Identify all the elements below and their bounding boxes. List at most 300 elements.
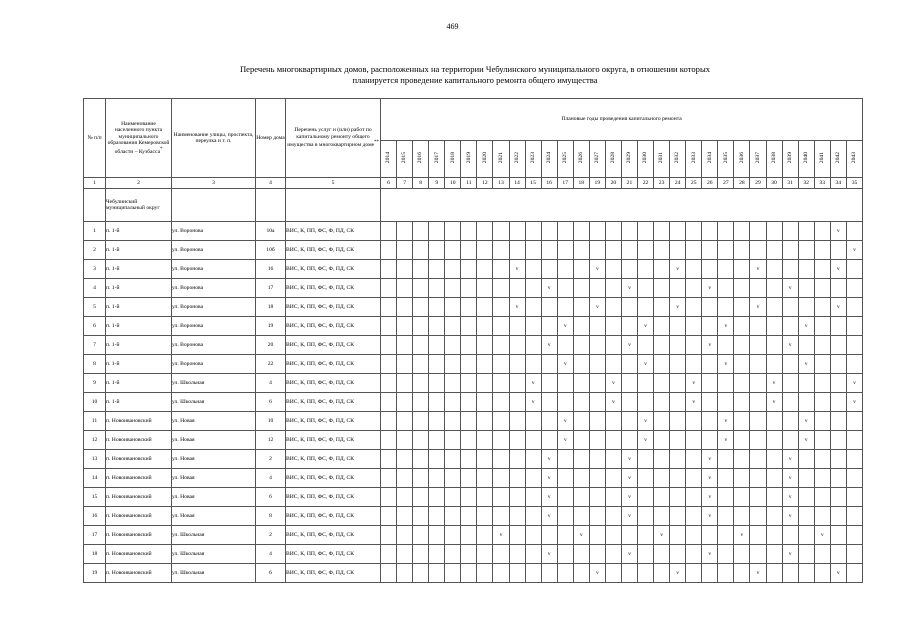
year-cell [461,450,477,469]
repair-mark: v [541,336,557,355]
year-cell [605,564,621,583]
year-cell [654,564,670,583]
year-cell [525,545,541,564]
year-cell [670,355,686,374]
year-cell [573,317,589,336]
repair-mark: v [525,393,541,412]
repair-mark: v [798,431,814,450]
row-street: ул. Новая [172,431,256,450]
year-cell [621,564,637,583]
year-cell [397,564,413,583]
year-cell [654,507,670,526]
year-cell [461,336,477,355]
year-cell [846,412,862,431]
year-cell [846,336,862,355]
repair-mark: v [846,374,862,393]
repair-mark: v [621,507,637,526]
row-street: ул. Новая [172,507,256,526]
repair-mark: v [830,564,846,583]
year-cell [381,488,397,507]
year-cell [686,526,702,545]
year-cell [670,336,686,355]
year-cell [381,355,397,374]
year-cell [766,469,782,488]
year-cell [686,450,702,469]
year-cell [397,412,413,431]
year-cell [541,222,557,241]
year-cell [477,507,493,526]
year-cell [734,393,750,412]
repair-mark: v [541,450,557,469]
header-services: Перечень услуг и (или) работ по капитальному ремонту общего имущества в многоквартирном доме** [286,99,381,178]
year-cell [621,393,637,412]
repair-mark: v [670,564,686,583]
year-header: 2015 [397,140,413,177]
year-cell [621,374,637,393]
year-cell [461,431,477,450]
year-cell [557,279,573,298]
year-cell [573,260,589,279]
year-cell [734,355,750,374]
year-cell [557,469,573,488]
year-cell [461,298,477,317]
repair-mark: v [782,488,798,507]
row-locality: п. Новоивановский [106,545,172,564]
year-cell [798,298,814,317]
year-cell [766,222,782,241]
row-house: 8 [256,507,286,526]
row-services: ВИС, К, ПП, ФС, Ф, ПД, СК [286,393,381,412]
year-cell [573,545,589,564]
year-cell [702,355,718,374]
year-cell [766,279,782,298]
year-cell [493,412,509,431]
column-number: 1 [84,178,106,189]
year-cell [686,317,702,336]
row-street: ул. Новая [172,450,256,469]
row-house: 10 [256,412,286,431]
year-cell [381,469,397,488]
year-cell [782,241,798,260]
year-cell [766,241,782,260]
row-street: ул. Воронова [172,260,256,279]
year-cell [814,279,830,298]
year-cell [509,545,525,564]
repair-mark: v [718,412,734,431]
year-cell [477,393,493,412]
year-cell [638,374,654,393]
row-number: 8 [84,355,106,374]
row-house: 18 [256,298,286,317]
repair-mark: v [702,336,718,355]
year-cell [814,545,830,564]
repair-mark: v [702,279,718,298]
year-cell [638,545,654,564]
row-services: ВИС, К, ПП, ФС, Ф, ПД, СК [286,317,381,336]
year-cell [734,222,750,241]
year-cell [525,431,541,450]
year-header: 2039 [782,140,798,177]
year-cell [766,431,782,450]
repair-mark: v [782,279,798,298]
year-cell [573,450,589,469]
year-cell [413,412,429,431]
table-row [84,507,863,526]
year-cell [429,222,445,241]
repair-mark: v [782,450,798,469]
year-cell [798,222,814,241]
year-cell [557,564,573,583]
row-locality: п. Новоивановский [106,507,172,526]
year-cell [397,431,413,450]
year-cell [686,241,702,260]
row-street: ул. Воронова [172,298,256,317]
row-street: ул. Воронова [172,279,256,298]
year-cell [798,564,814,583]
header-house: Номер дома [256,99,286,178]
row-street: ул. Воронова [172,241,256,260]
year-cell [477,336,493,355]
year-cell [509,374,525,393]
year-cell [573,222,589,241]
repair-mark: v [702,545,718,564]
year-cell [654,393,670,412]
year-cell [670,393,686,412]
column-number: 17 [557,178,573,189]
header-num: № п/п [84,99,106,178]
year-cell [766,336,782,355]
year-cell [798,241,814,260]
year-cell [686,431,702,450]
repair-mark: v [573,526,589,545]
row-locality: п. Новоивановский [106,526,172,545]
row-services: ВИС, К, ПП, ФС, Ф, ПД, СК [286,564,381,583]
year-cell [702,412,718,431]
year-cell [670,374,686,393]
repair-mark: v [798,355,814,374]
year-cell [670,279,686,298]
year-cell [782,355,798,374]
year-cell [445,317,461,336]
year-cell [477,526,493,545]
year-cell [750,526,766,545]
year-cell [493,450,509,469]
year-cell [814,469,830,488]
year-cell [429,526,445,545]
repair-mark: v [557,431,573,450]
year-cell [493,298,509,317]
year-cell [445,374,461,393]
row-street: ул. Школьная [172,545,256,564]
column-number: 19 [589,178,605,189]
year-cell [638,336,654,355]
year-cell [589,450,605,469]
repair-mark: v [686,374,702,393]
year-cell [573,336,589,355]
row-services: ВИС, К, ПП, ФС, Ф, ПД, СК [286,222,381,241]
repair-mark: v [830,222,846,241]
year-cell [605,336,621,355]
row-house: 22 [256,355,286,374]
repair-mark: v [718,431,734,450]
year-cell [814,488,830,507]
repair-mark: v [782,545,798,564]
year-header: 2020 [477,140,493,177]
year-cell [686,469,702,488]
year-cell [846,450,862,469]
column-number: 23 [654,178,670,189]
year-cell [846,355,862,374]
year-cell [445,507,461,526]
year-cell [429,488,445,507]
column-number: 5 [286,178,381,189]
year-cell [846,431,862,450]
year-cell [846,507,862,526]
year-cell [525,260,541,279]
year-cell [654,222,670,241]
year-cell [525,469,541,488]
repair-mark: v [718,355,734,374]
year-cell [461,412,477,431]
year-cell [509,412,525,431]
row-locality: п. Новоивановский [106,488,172,507]
year-cell [718,222,734,241]
repair-mark: v [509,260,525,279]
year-cell [493,431,509,450]
year-cell [846,526,862,545]
year-cell [445,526,461,545]
year-cell [605,469,621,488]
year-cell [814,222,830,241]
year-cell [605,279,621,298]
year-cell [814,336,830,355]
year-cell [557,336,573,355]
year-cell [702,298,718,317]
year-cell [638,450,654,469]
year-cell [718,298,734,317]
year-cell [734,241,750,260]
year-cell [381,450,397,469]
year-cell [782,298,798,317]
year-cell [830,241,846,260]
year-cell [461,374,477,393]
year-cell [477,260,493,279]
table-row [84,355,863,374]
year-cell [413,545,429,564]
year-cell [573,279,589,298]
year-cell [750,279,766,298]
table-row [84,488,863,507]
year-cell [541,393,557,412]
year-cell [413,241,429,260]
column-number: 35 [846,178,862,189]
repair-mark: v [557,317,573,336]
year-cell [445,431,461,450]
year-cell [798,507,814,526]
year-cell [381,526,397,545]
year-cell [589,317,605,336]
year-cell [525,279,541,298]
year-cell [557,450,573,469]
year-cell [445,355,461,374]
repair-mark: v [670,298,686,317]
year-header: 2030 [638,140,654,177]
year-cell [381,336,397,355]
year-cell [686,298,702,317]
year-cell [525,526,541,545]
year-cell [846,298,862,317]
year-header: 2019 [461,140,477,177]
row-house: 10а [256,222,286,241]
column-number: 9 [429,178,445,189]
year-cell [798,545,814,564]
year-cell [605,355,621,374]
year-cell [461,564,477,583]
row-services: ВИС, К, ПП, ФС, Ф, ПД, СК [286,450,381,469]
year-cell [509,488,525,507]
row-street: ул. Новая [172,412,256,431]
column-number: 32 [798,178,814,189]
year-cell [445,222,461,241]
year-cell [381,412,397,431]
year-cell [477,222,493,241]
year-cell [654,545,670,564]
year-cell [525,317,541,336]
year-cell [621,412,637,431]
year-cell [461,279,477,298]
year-cell [541,431,557,450]
year-cell [429,260,445,279]
repair-mark: v [766,374,782,393]
year-cell [413,393,429,412]
year-cell [557,507,573,526]
year-cell [766,260,782,279]
year-cell [654,488,670,507]
year-cell [413,526,429,545]
year-cell [477,374,493,393]
year-cell [461,469,477,488]
year-cell [782,317,798,336]
year-cell [638,526,654,545]
year-cell [413,488,429,507]
year-cell [381,564,397,583]
year-cell [621,431,637,450]
year-cell [718,279,734,298]
row-house: 2 [256,526,286,545]
year-cell [397,260,413,279]
column-number: 25 [686,178,702,189]
year-cell [397,526,413,545]
year-cell [718,507,734,526]
year-cell [445,564,461,583]
row-house: 4 [256,545,286,564]
year-cell [509,469,525,488]
row-locality: п. 1-й [106,317,172,336]
header-planned-years: Плановые годы проведения капитального ремонта [381,99,863,141]
row-number: 16 [84,507,106,526]
year-cell [413,374,429,393]
repair-mark: v [686,393,702,412]
year-cell [718,336,734,355]
repair-mark: v [702,507,718,526]
repair-mark: v [670,260,686,279]
column-number: 29 [750,178,766,189]
year-cell [605,317,621,336]
year-cell [429,469,445,488]
year-cell [654,374,670,393]
row-services: ВИС, К, ПП, ФС, Ф, ПД, СК [286,279,381,298]
year-cell [461,507,477,526]
repair-mark: v [750,564,766,583]
year-cell [589,336,605,355]
column-number: 15 [525,178,541,189]
year-cell [686,222,702,241]
year-cell [493,488,509,507]
year-cell [397,545,413,564]
year-cell [702,374,718,393]
year-cell [830,507,846,526]
repair-mark: v [766,393,782,412]
year-cell [750,488,766,507]
year-cell [814,241,830,260]
year-cell [397,507,413,526]
table-row [84,260,863,279]
year-cell [429,431,445,450]
year-cell [445,488,461,507]
row-number: 19 [84,564,106,583]
year-cell [814,260,830,279]
year-cell [702,241,718,260]
year-cell [654,469,670,488]
column-number: 30 [766,178,782,189]
year-cell [766,355,782,374]
year-cell [589,431,605,450]
year-cell [525,488,541,507]
column-number: 14 [509,178,525,189]
year-cell [525,412,541,431]
year-cell [782,222,798,241]
year-cell [718,545,734,564]
year-cell [381,317,397,336]
row-house: 16 [256,260,286,279]
row-number: 17 [84,526,106,545]
year-cell [557,298,573,317]
year-cell [766,450,782,469]
year-cell [397,241,413,260]
year-cell [605,450,621,469]
repair-mark: v [525,374,541,393]
repair-mark: v [541,507,557,526]
row-street: ул. Новая [172,469,256,488]
year-cell [573,298,589,317]
year-cell [814,412,830,431]
year-cell [750,469,766,488]
row-house: 10б [256,241,286,260]
year-cell [702,564,718,583]
year-cell [573,241,589,260]
year-cell [381,545,397,564]
column-number: 28 [734,178,750,189]
repair-mark: v [814,526,830,545]
row-number: 2 [84,241,106,260]
year-cell [413,298,429,317]
year-cell [445,469,461,488]
year-cell [589,241,605,260]
year-cell [509,526,525,545]
year-header: 2032 [670,140,686,177]
year-cell [734,317,750,336]
document-title [90,64,860,86]
